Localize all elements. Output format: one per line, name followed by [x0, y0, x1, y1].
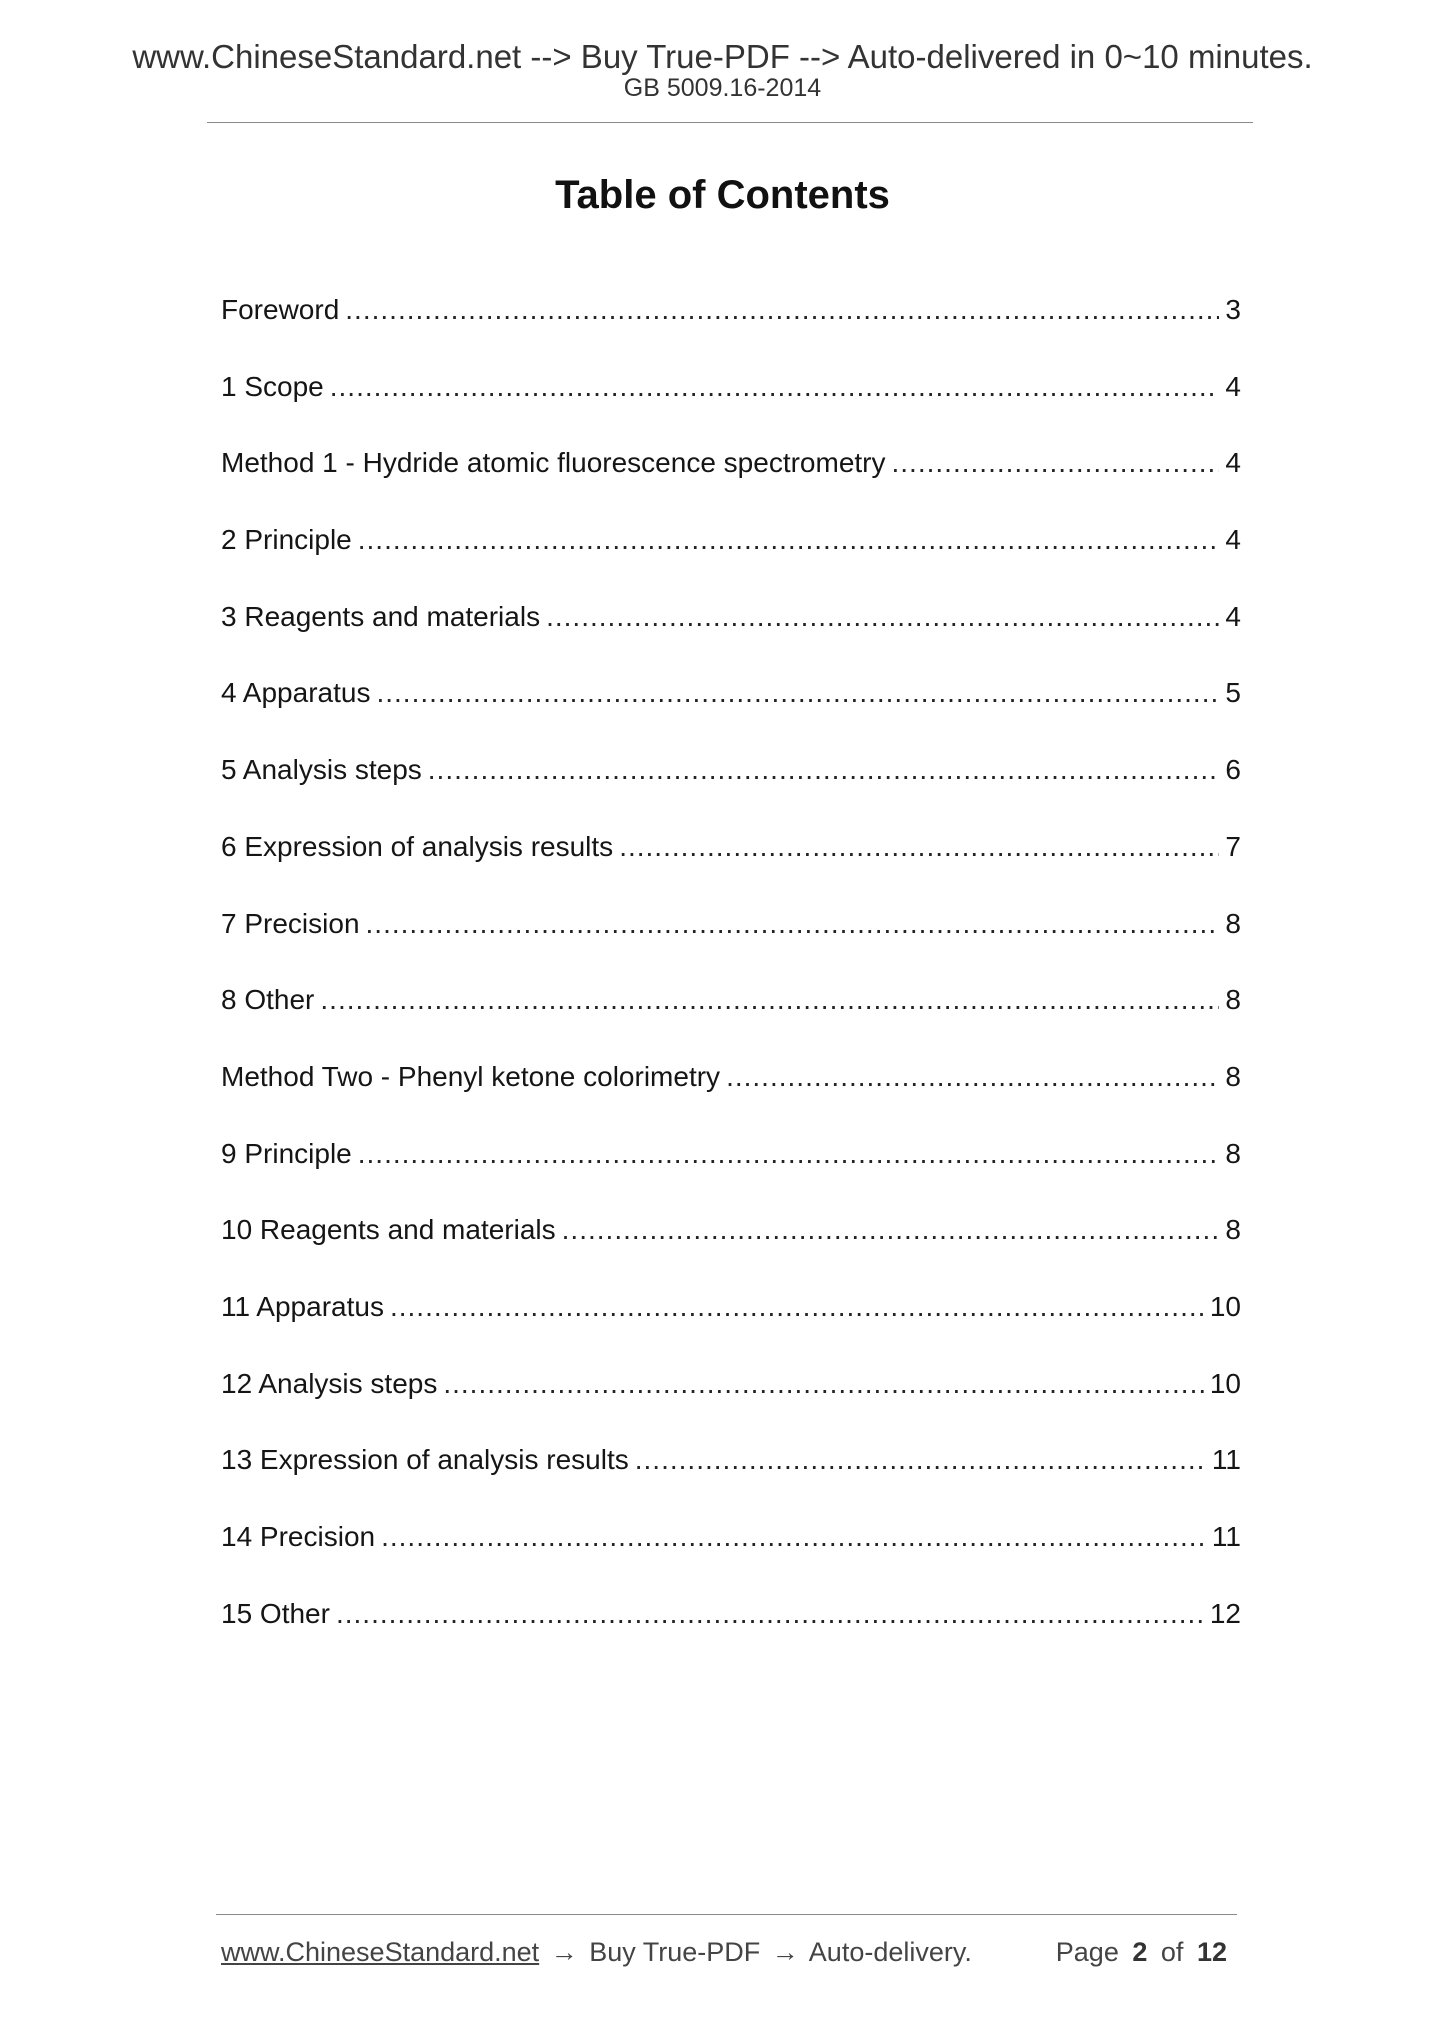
dot-leader: [635, 1440, 1206, 1480]
toc-entry-label: 6 Expression of analysis results: [221, 830, 614, 862]
toc-entry-label: 9 Principle: [221, 1137, 352, 1169]
toc-entry-label: Method 1 - Hydride atomic fluorescence spectrometry: [221, 447, 886, 479]
dot-leader: [330, 367, 1220, 407]
toc-entry-label: 13 Expression of analysis results: [221, 1444, 629, 1476]
toc-entry-page: 8: [1225, 1060, 1241, 1092]
toc-entry-page: 8: [1225, 1137, 1241, 1169]
footer-divider: [216, 1914, 1237, 1915]
toc-entry-precision-2[interactable]: [221, 1517, 1241, 1594]
toc-entry-page: 4: [1225, 524, 1241, 556]
dot-leader: [726, 1057, 1219, 1097]
dot-leader: [320, 980, 1219, 1020]
footer-delivery-text: Auto-delivery.: [808, 1937, 972, 1967]
toc-entry-page: 4: [1225, 370, 1241, 402]
toc-entry-label: 7 Precision: [221, 907, 360, 939]
toc-entry-page: 10: [1209, 1367, 1241, 1399]
toc-entry-principle-2[interactable]: [221, 1134, 1241, 1211]
toc-entry-label: 3 Reagents and materials: [221, 600, 541, 632]
toc-entry-analysis-steps[interactable]: [221, 750, 1241, 827]
toc-entry-foreword[interactable]: [221, 290, 1241, 367]
arrow-right-icon: →: [771, 1937, 799, 1967]
toc-entry-label: 10 Reagents and materials: [221, 1214, 556, 1246]
toc-entry-label: 5 Analysis steps: [221, 754, 422, 786]
page-indicator: [1056, 1932, 1233, 1972]
toc-entry-page: 3: [1225, 294, 1241, 325]
toc-entry-apparatus-2[interactable]: [221, 1287, 1241, 1364]
footer-buy-text: Buy True-PDF: [589, 1937, 761, 1967]
toc-entry-label: Method Two - Phenyl ketone colorimetry: [221, 1060, 721, 1092]
toc-entry-page: 7: [1225, 830, 1241, 862]
toc-entry-reagents-2[interactable]: [221, 1210, 1241, 1287]
dot-leader: [390, 1287, 1204, 1327]
page-footer: [221, 1932, 1233, 1972]
toc-entry-analysis-steps-2[interactable]: [221, 1364, 1241, 1441]
dot-leader: [562, 1210, 1220, 1250]
toc-entry-expression-of-results-2[interactable]: [221, 1440, 1241, 1517]
dot-leader: [358, 1134, 1220, 1174]
toc-entry-page: 8: [1225, 984, 1241, 1016]
toc-entry-label: 14 Precision: [221, 1521, 376, 1552]
toc-entry-method-2[interactable]: [221, 1057, 1241, 1134]
toc-entry-page: 5: [1225, 677, 1241, 709]
toc-entry-label: Foreword: [221, 294, 340, 325]
current-page-number: 2: [1132, 1937, 1148, 1967]
dot-leader: [428, 750, 1220, 790]
toc-entry-scope[interactable]: [221, 367, 1241, 444]
toc-entry-apparatus[interactable]: [221, 673, 1241, 750]
footer-promo: [221, 1932, 972, 1972]
dot-leader: [336, 1594, 1204, 1634]
toc-entry-page: 4: [1225, 447, 1241, 479]
dot-leader: [366, 904, 1220, 944]
dot-leader: [345, 290, 1219, 330]
toc-entry-label: 15 Other: [221, 1597, 330, 1629]
toc-entry-principle[interactable]: [221, 520, 1241, 597]
arrow-right-icon: →: [550, 1937, 578, 1967]
dot-leader: [358, 520, 1220, 560]
of-word: of: [1160, 1937, 1184, 1967]
toc-entry-page: 6: [1225, 754, 1241, 786]
dot-leader: [381, 1517, 1206, 1557]
dot-leader: [892, 443, 1220, 483]
toc-entry-expression-of-results[interactable]: [221, 827, 1241, 904]
page-title: Table of Contents: [555, 173, 890, 217]
toc-entry-page: 12: [1209, 1597, 1241, 1629]
toc-entry-page: 8: [1225, 907, 1241, 939]
toc-entry-other[interactable]: [221, 980, 1241, 1057]
table-of-contents: [221, 290, 1241, 1670]
dot-leader: [546, 597, 1219, 637]
page-word: Page: [1055, 1937, 1119, 1967]
toc-entry-page: 4: [1225, 600, 1241, 632]
dot-leader: [443, 1364, 1204, 1404]
toc-entry-method-1[interactable]: [221, 443, 1241, 520]
document-code: GB 5009.16-2014: [623, 74, 822, 102]
footer-website-link[interactable]: www.ChineseStandard.net: [221, 1937, 540, 1967]
toc-entry-label: 4 Apparatus: [221, 677, 371, 709]
toc-entry-reagents[interactable]: [221, 597, 1241, 674]
toc-entry-other-2[interactable]: [221, 1594, 1241, 1671]
toc-entry-label: 2 Principle: [221, 524, 352, 556]
header-banner[interactable]: www.ChineseStandard.net --> Buy True-PDF --> Auto-delivered in 0~10 minutes.: [132, 38, 1313, 75]
toc-entry-page: 10: [1209, 1290, 1241, 1322]
toc-entry-label: 12 Analysis steps: [221, 1367, 438, 1399]
dot-leader: [376, 673, 1219, 713]
toc-entry-page: 11: [1211, 1521, 1241, 1552]
dot-leader: [619, 827, 1219, 867]
header-divider: [207, 122, 1253, 123]
toc-entry-label: 1 Scope: [221, 370, 324, 402]
total-pages-number: 12: [1196, 1937, 1227, 1967]
toc-entry-page: 11: [1211, 1444, 1241, 1476]
toc-entry-label: 11 Apparatus: [221, 1290, 384, 1322]
toc-entry-page: 8: [1225, 1214, 1241, 1246]
toc-entry-precision[interactable]: [221, 904, 1241, 981]
toc-entry-label: 8 Other: [221, 984, 315, 1016]
